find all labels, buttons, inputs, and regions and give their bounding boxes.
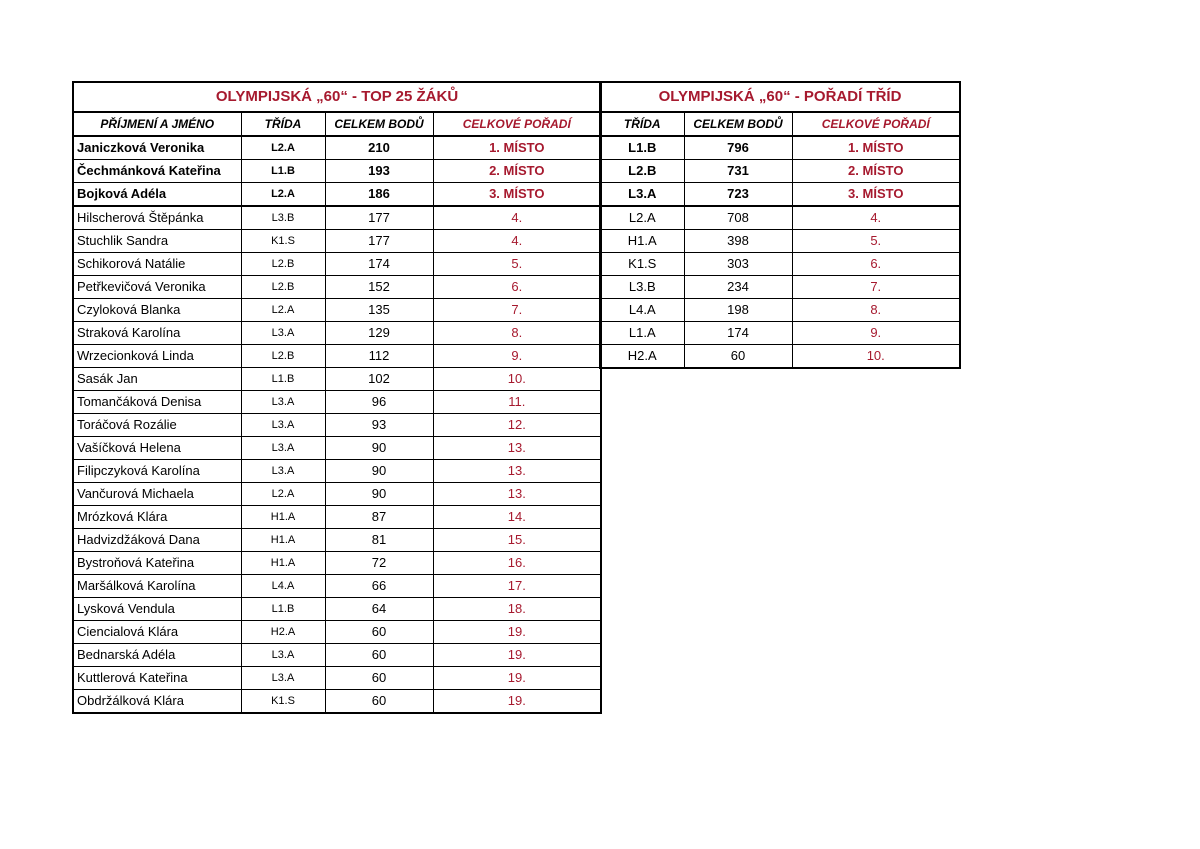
student-points: 102 [325,368,433,391]
student-rank: 5. [433,253,601,276]
classes-table-body [600,82,960,368]
student-name: Mrózková Klára [73,506,241,529]
student-rank: 13. [433,460,601,483]
header-points: CELKEM BODŮ [684,112,792,136]
student-rank: 14. [433,506,601,529]
student-class: H1.A [241,552,325,575]
class-name: L3.B [600,276,684,299]
class-name: L2.A [600,206,684,230]
students-title-row [73,82,601,112]
student-points: 64 [325,598,433,621]
student-class: L3.A [241,460,325,483]
student-points: 60 [325,690,433,714]
student-row [73,529,601,552]
class-points: 174 [684,322,792,345]
student-name: Bystroňová Kateřina [73,552,241,575]
student-name: Tomančáková Denisa [73,391,241,414]
student-name: Wrzecionková Linda [73,345,241,368]
student-class: L4.A [241,575,325,598]
student-row [73,160,601,183]
student-row [73,414,601,437]
student-rank: 13. [433,483,601,506]
student-rank: 19. [433,667,601,690]
student-class: L1.B [241,160,325,183]
student-name: Janiczková Veronika [73,136,241,160]
student-rank: 9. [433,345,601,368]
student-row [73,368,601,391]
class-points: 796 [684,136,792,160]
student-rank: 4. [433,230,601,253]
class-row [600,322,960,345]
student-row [73,183,601,207]
student-rank: 19. [433,644,601,667]
students-header-row [73,112,601,136]
class-points: 708 [684,206,792,230]
class-name: L1.A [600,322,684,345]
student-class: L2.A [241,299,325,322]
student-rank: 2. MÍSTO [433,160,601,183]
class-points: 731 [684,160,792,183]
class-row [600,206,960,230]
student-rank: 12. [433,414,601,437]
student-class: L2.B [241,276,325,299]
student-points: 96 [325,391,433,414]
classes-header-row [600,112,960,136]
class-name: K1.S [600,253,684,276]
student-points: 72 [325,552,433,575]
student-name: Czyloková Blanka [73,299,241,322]
student-rank: 19. [433,690,601,714]
student-points: 186 [325,183,433,207]
classes-table [599,81,961,369]
student-name: Filipczyková Karolína [73,460,241,483]
class-rank: 4. [792,206,960,230]
student-row [73,621,601,644]
class-name: L3.A [600,183,684,207]
student-points: 174 [325,253,433,276]
student-row [73,322,601,345]
student-name: Bojková Adéla [73,183,241,207]
student-name: Schikorová Natálie [73,253,241,276]
student-points: 177 [325,206,433,230]
student-row [73,506,601,529]
student-row [73,460,601,483]
student-class: L1.B [241,368,325,391]
student-name: Sasák Jan [73,368,241,391]
header-rank: CELKOVÉ POŘADÍ [433,112,601,136]
student-name: Stuchlik Sandra [73,230,241,253]
student-points: 81 [325,529,433,552]
student-class: H2.A [241,621,325,644]
class-points: 723 [684,183,792,207]
student-name: Vančurová Michaela [73,483,241,506]
header-class: TŘÍDA [600,112,684,136]
class-row [600,276,960,299]
student-rank: 4. [433,206,601,230]
student-points: 135 [325,299,433,322]
student-points: 90 [325,483,433,506]
student-class: H1.A [241,506,325,529]
classes-title-row [600,82,960,112]
student-rank: 8. [433,322,601,345]
student-points: 60 [325,621,433,644]
student-rank: 19. [433,621,601,644]
student-name: Toráčová Rozálie [73,414,241,437]
student-name: Lysková Vendula [73,598,241,621]
class-points: 60 [684,345,792,369]
class-row [600,230,960,253]
student-class: H1.A [241,529,325,552]
student-name: Vašíčková Helena [73,437,241,460]
class-rank: 2. MÍSTO [792,160,960,183]
class-points: 303 [684,253,792,276]
student-class: K1.S [241,230,325,253]
student-points: 193 [325,160,433,183]
student-class: K1.S [241,690,325,714]
student-name: Petřkevičová Veronika [73,276,241,299]
students-table-body [73,82,601,713]
class-rank: 3. MÍSTO [792,183,960,207]
students-table [72,81,602,714]
class-rank: 5. [792,230,960,253]
class-rank: 9. [792,322,960,345]
class-name: L2.B [600,160,684,183]
student-class: L3.A [241,667,325,690]
student-points: 87 [325,506,433,529]
student-class: L2.A [241,483,325,506]
student-row [73,644,601,667]
class-rank: 7. [792,276,960,299]
student-name: Hilscherová Štěpánka [73,206,241,230]
class-row [600,345,960,369]
student-rank: 1. MÍSTO [433,136,601,160]
student-row [73,253,601,276]
header-points: CELKEM BODŮ [325,112,433,136]
student-name: Kuttlerová Kateřina [73,667,241,690]
class-points: 398 [684,230,792,253]
student-class: L3.B [241,206,325,230]
student-rank: 16. [433,552,601,575]
student-row [73,575,601,598]
student-class: L3.A [241,437,325,460]
student-name: Straková Karolína [73,322,241,345]
students-table-title: OLYMPIJSKÁ „60“ - TOP 25 ŽÁKŮ [73,82,601,112]
student-row [73,690,601,714]
student-points: 90 [325,437,433,460]
student-row [73,136,601,160]
class-name: H2.A [600,345,684,369]
student-row [73,230,601,253]
student-name: Bednarská Adéla [73,644,241,667]
student-name: Čechmánková Kateřina [73,160,241,183]
classes-table-title: OLYMPIJSKÁ „60“ - POŘADÍ TŘÍD [600,82,960,112]
student-class: L2.B [241,253,325,276]
student-rank: 13. [433,437,601,460]
student-name: Obdržálková Klára [73,690,241,714]
class-row [600,160,960,183]
class-row [600,253,960,276]
student-points: 93 [325,414,433,437]
student-class: L3.A [241,414,325,437]
class-row [600,299,960,322]
student-class: L2.B [241,345,325,368]
student-class: L3.A [241,644,325,667]
header-class: TŘÍDA [241,112,325,136]
student-row [73,206,601,230]
student-row [73,667,601,690]
student-points: 60 [325,644,433,667]
class-rank: 1. MÍSTO [792,136,960,160]
class-name: L1.B [600,136,684,160]
student-points: 210 [325,136,433,160]
student-rank: 7. [433,299,601,322]
student-class: L3.A [241,322,325,345]
class-rank: 10. [792,345,960,369]
student-class: L2.A [241,136,325,160]
class-points: 198 [684,299,792,322]
student-name: Hadvizdžáková Dana [73,529,241,552]
student-points: 177 [325,230,433,253]
class-points: 234 [684,276,792,299]
student-row [73,552,601,575]
class-rank: 8. [792,299,960,322]
student-points: 112 [325,345,433,368]
class-row [600,183,960,207]
student-row [73,437,601,460]
student-rank: 3. MÍSTO [433,183,601,207]
student-rank: 17. [433,575,601,598]
student-class: L2.A [241,183,325,207]
student-name: Maršálková Karolína [73,575,241,598]
student-class: L1.B [241,598,325,621]
class-name: L4.A [600,299,684,322]
student-name: Ciencialová Klára [73,621,241,644]
student-points: 60 [325,667,433,690]
student-row [73,299,601,322]
student-rank: 18. [433,598,601,621]
class-name: H1.A [600,230,684,253]
student-row [73,598,601,621]
student-row [73,483,601,506]
class-row [600,136,960,160]
student-points: 90 [325,460,433,483]
student-row [73,276,601,299]
class-rank: 6. [792,253,960,276]
student-rank: 11. [433,391,601,414]
student-rank: 15. [433,529,601,552]
student-points: 129 [325,322,433,345]
student-rank: 10. [433,368,601,391]
student-points: 152 [325,276,433,299]
header-rank: CELKOVÉ POŘADÍ [792,112,960,136]
student-row [73,391,601,414]
student-rank: 6. [433,276,601,299]
student-class: L3.A [241,391,325,414]
student-points: 66 [325,575,433,598]
header-name: PŘÍJMENÍ A JMÉNO [73,112,241,136]
student-row [73,345,601,368]
